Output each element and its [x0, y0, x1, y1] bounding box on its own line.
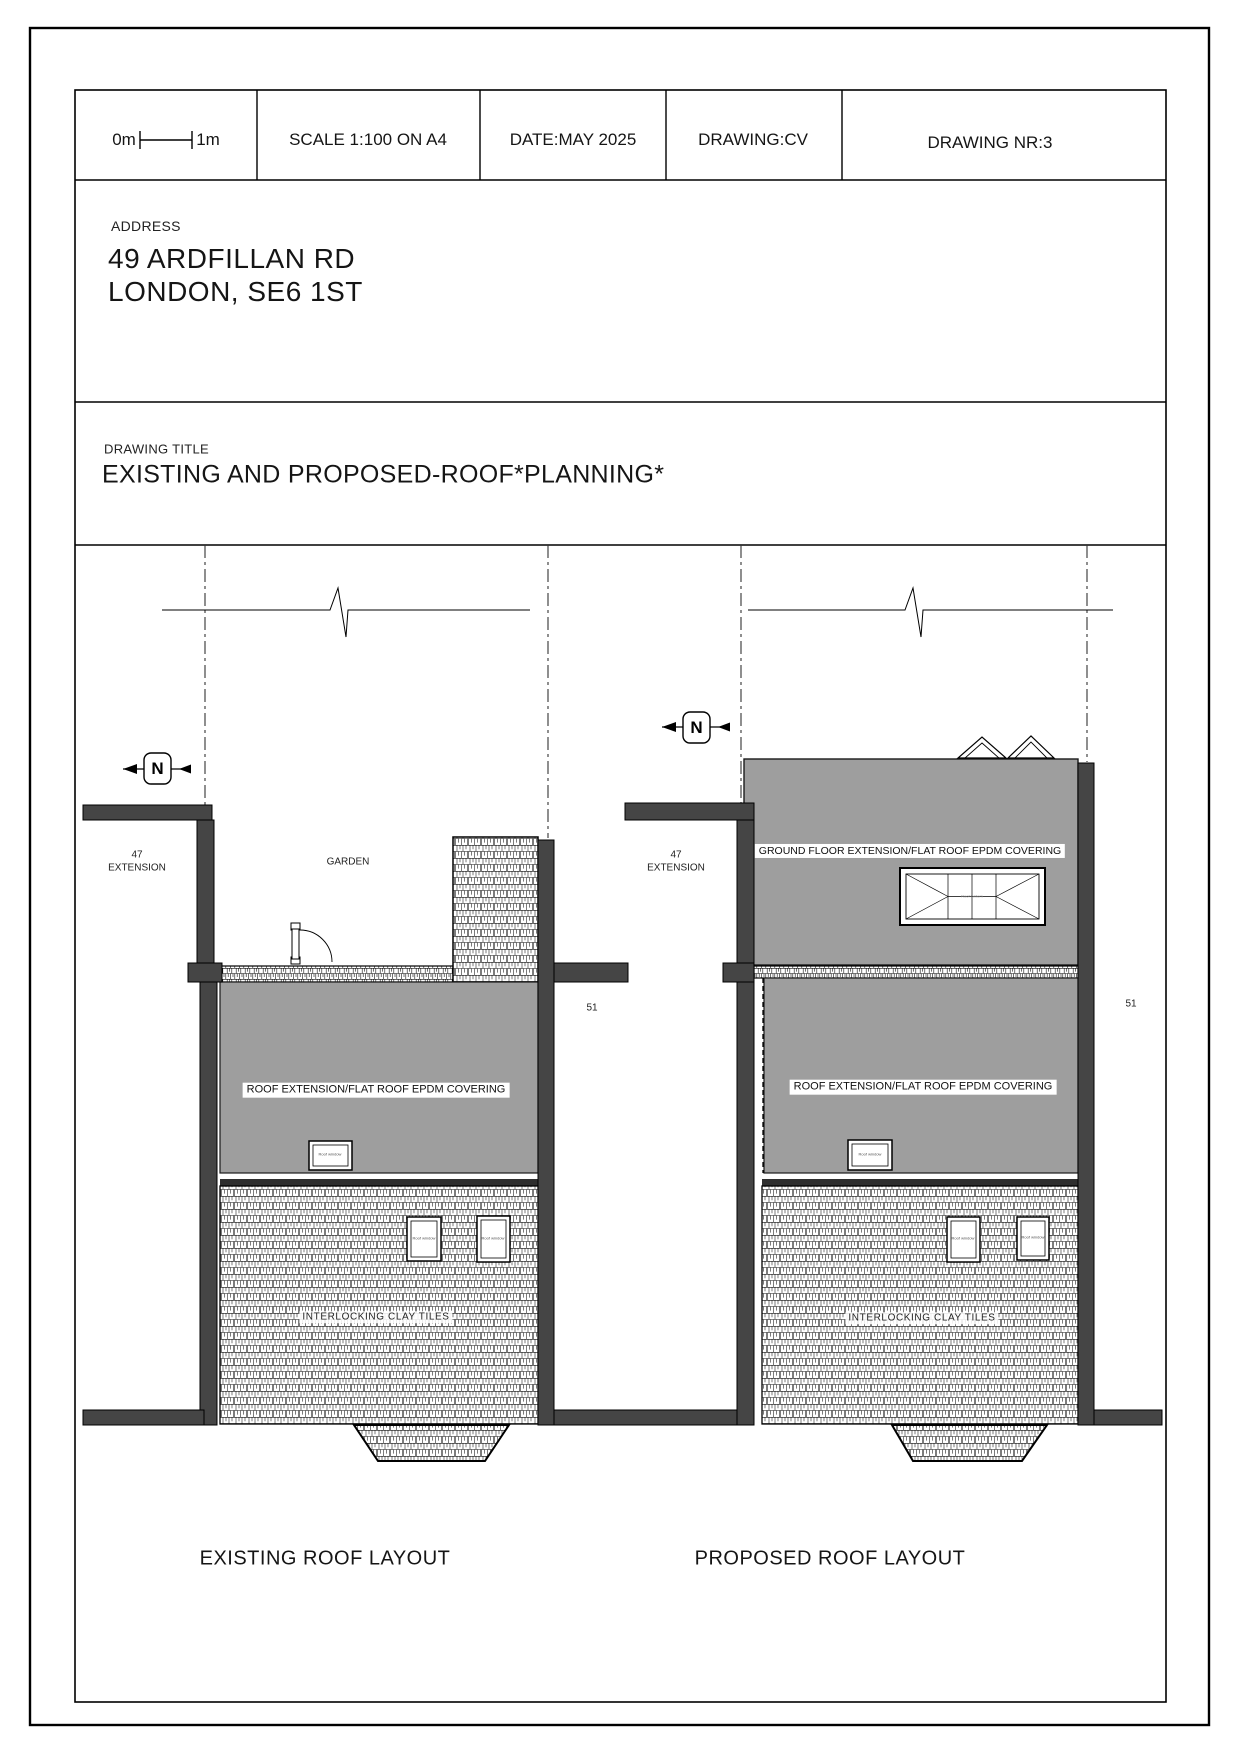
address-line-1: 49 ARDFILLAN RD: [108, 242, 356, 274]
proposed-ground-floor-label: GROUND FLOOR EXTENSION/FLAT ROOF EPDM COVERING: [755, 844, 1065, 858]
scale-bar-start-label: 0m: [112, 130, 136, 150]
existing-neighbor-left-word: EXTENSION: [108, 862, 166, 874]
existing-neighbor-right-number: 51: [586, 1002, 598, 1014]
drawing-nr-cell: DRAWING NR:3: [927, 133, 1053, 153]
proposed-gable-rooflights: [958, 736, 1054, 758]
scale-bar-end-label: 1m: [196, 130, 220, 150]
existing-caption: EXISTING ROOF LAYOUT: [199, 1547, 451, 1570]
scale-cell: SCALE 1:100 ON A4: [289, 130, 447, 150]
existing-neighbor-left-number: 47: [131, 849, 143, 861]
proposed-neighbor-left-word: EXTENSION: [647, 862, 705, 874]
existing-flat-roof-label: ROOF EXTENSION/FLAT ROOF EPDM COVERING: [243, 1083, 510, 1098]
proposed-flat-roof-label: ROOF EXTENSION/FLAT ROOF EPDM COVERING: [790, 1080, 1057, 1095]
proposed-ground-floor-extension-roof: [744, 759, 1078, 965]
proposed-caption: PROPOSED ROOF LAYOUT: [694, 1547, 966, 1570]
existing-left-party-wall-lower: [200, 982, 217, 1425]
existing-roof-window-label: Roof window: [318, 1151, 342, 1157]
existing-garden-label: GARDEN: [326, 856, 370, 868]
proposed-roof-lantern-label: Roof lantern: [961, 893, 983, 899]
existing-neighbor47-bottom-wall: [83, 1410, 204, 1425]
proposed-ridge-band: [762, 1179, 1078, 1186]
existing-roof-window-label: Roof window: [481, 1235, 505, 1241]
drawing-title-text: EXISTING AND PROPOSED-ROOF*PLANNING*: [102, 460, 665, 489]
address-line-2: LONDON, SE6 1ST: [108, 275, 363, 307]
existing-tiles-label: INTERLOCKING CLAY TILES: [299, 1311, 452, 1323]
existing-garden-door-icon: [291, 923, 332, 964]
proposed-rear-wall-brick-band: [754, 966, 1078, 978]
address-label: ADDRESS: [111, 217, 181, 234]
proposed-roof-window-label: Roof window: [951, 1235, 975, 1241]
gable-rooflight: [958, 737, 1006, 758]
scale-bar-icon: [140, 131, 192, 149]
proposed-roof-window-label: Roof window: [1021, 1234, 1045, 1240]
proposed-right-party-wall: [1078, 763, 1094, 1425]
proposed-left-wall-foot: [723, 963, 754, 982]
proposed-front-bay-roof: [892, 1425, 1047, 1461]
proposed-front-garden-wall: [554, 1410, 737, 1425]
existing-flat-roof: [220, 982, 538, 1173]
existing-rear-wall-brick-band: [220, 966, 453, 982]
proposed-neighbor-right-number: 51: [1125, 998, 1137, 1010]
existing-north-letter: N: [151, 759, 164, 779]
existing-break-line: [162, 588, 530, 637]
existing-roof-plan: [83, 545, 628, 1461]
proposed-roof-window-label: Roof window: [858, 1151, 882, 1157]
drawing-cell: DRAWING:CV: [698, 130, 808, 150]
proposed-tiles-label: INTERLOCKING CLAY TILES: [845, 1312, 998, 1324]
proposed-flat-roof: [764, 978, 1078, 1173]
existing-roof-window-label: Roof window: [412, 1235, 436, 1241]
proposed-right-bottom-wall: [1094, 1410, 1162, 1425]
proposed-neighbor47-top-wall: [625, 803, 754, 820]
proposed-neighbor-left-number: 47: [670, 849, 682, 861]
existing-right-party-wall: [538, 840, 554, 1425]
proposed-left-party-wall: [737, 820, 754, 1425]
existing-front-bay-roof: [354, 1425, 509, 1461]
proposed-north-letter: N: [690, 718, 703, 738]
existing-ridge-band: [220, 1179, 538, 1186]
gable-rooflight: [1008, 736, 1054, 758]
drawing-title-label: DRAWING TITLE: [104, 441, 210, 457]
existing-outrigger-roof: [453, 837, 538, 982]
existing-right-wall-stub: [554, 963, 628, 982]
existing-left-party-wall-upper: [197, 820, 214, 966]
existing-neighbor47-top-wall: [83, 805, 212, 820]
date-cell: DATE:MAY 2025: [509, 130, 637, 150]
proposed-break-line: [748, 588, 1113, 637]
existing-left-wall-foot: [188, 963, 222, 982]
